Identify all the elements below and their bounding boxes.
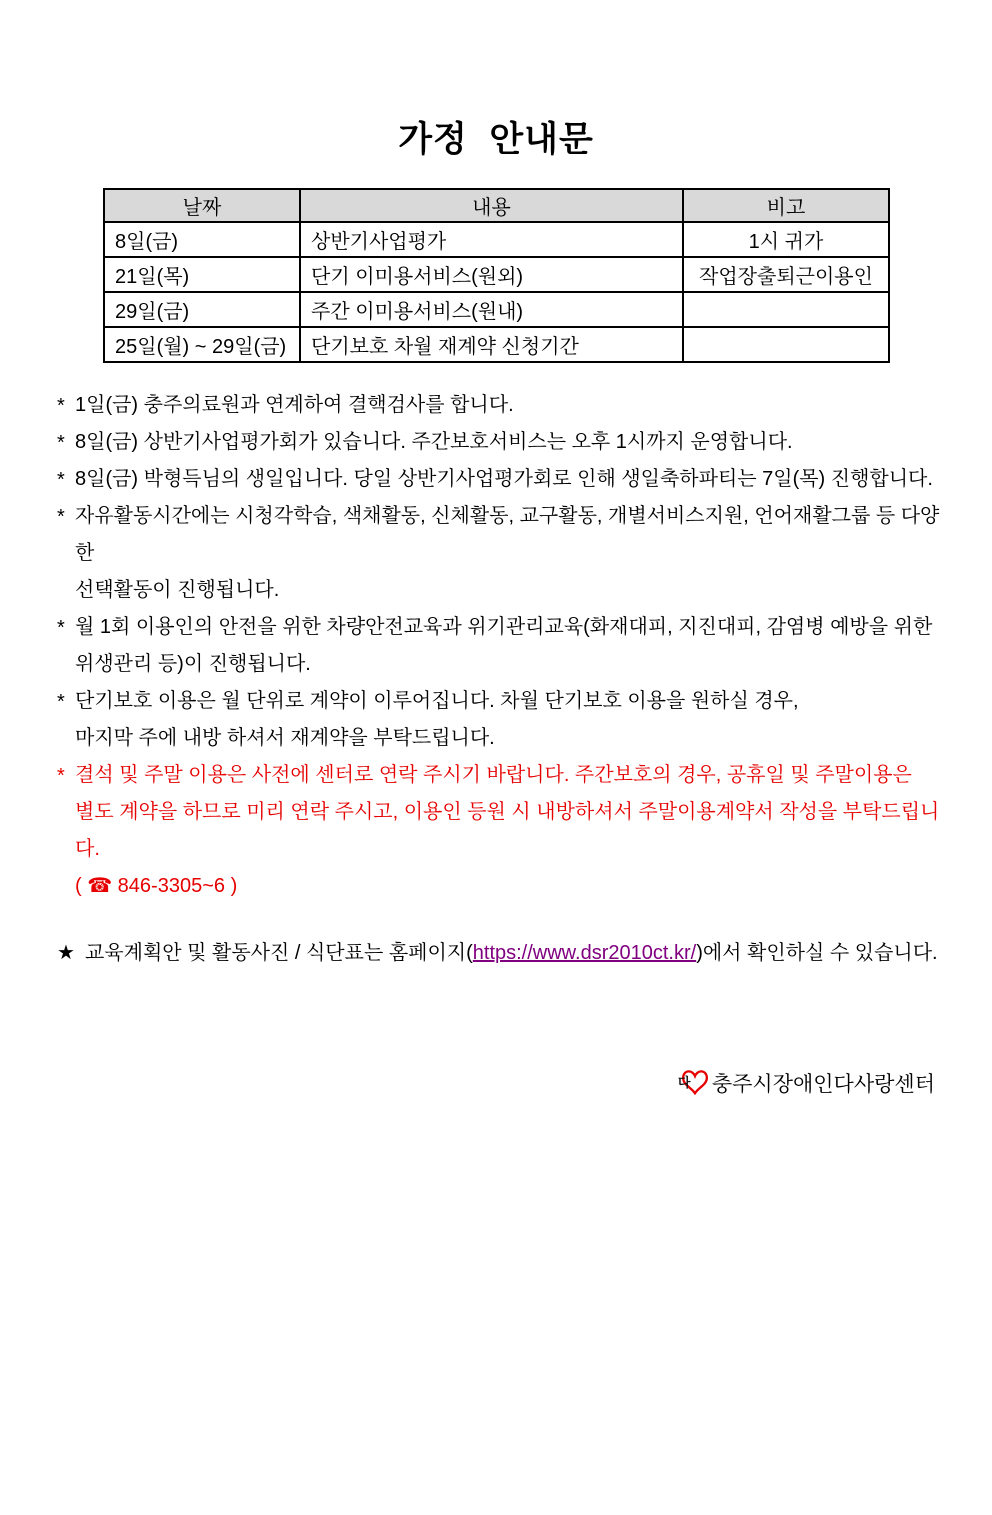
header-date: 날짜 xyxy=(104,189,300,222)
cell-content: 단기 이미용서비스(원외) xyxy=(300,257,683,292)
table-row xyxy=(104,222,889,257)
notice-line: 단기보호 이용은 월 단위로 계약이 이루어집니다. 차월 단기보호 이용을 원하실 경우, xyxy=(75,690,799,712)
notice-line: 8일(금) 박형득님의 생일입니다. 당일 상반기사업평가회로 인해 생일축하파티는 7일(목) 진행합니다. xyxy=(75,468,933,490)
schedule-table-body xyxy=(104,222,889,362)
cell-note: 작업장출퇴근이용인 xyxy=(683,257,889,292)
cell-content: 단기보호 차월 재계약 신청기간 xyxy=(300,327,683,362)
asterisk-marker: * xyxy=(57,506,65,528)
homepage-prefix: 교육계획안 및 활동사진 / 식단표는 홈페이지( xyxy=(85,942,473,964)
asterisk-marker: * xyxy=(57,432,65,454)
notice-line: 선택활동이 진행됩니다. xyxy=(75,579,280,601)
cell-note: 1시 귀가 xyxy=(683,222,889,257)
cell-content: 상반기사업평가 xyxy=(300,222,683,257)
org-name: 충주시장애인다사랑센터 xyxy=(711,1073,935,1096)
cell-date: 29일(금) xyxy=(104,292,300,327)
notice-item xyxy=(57,757,940,905)
cell-note xyxy=(683,292,889,327)
header-content: 내용 xyxy=(300,189,683,222)
notice-line: 월 1회 이용인의 안전을 위한 차량안전교육과 위기관리교육(화재대피, 지진대피, 감염병 예방을 위한 xyxy=(75,616,933,638)
homepage-note xyxy=(57,935,940,972)
notice-item xyxy=(57,498,940,609)
asterisk-marker: * xyxy=(57,617,65,639)
notice-item xyxy=(57,424,940,461)
table-row xyxy=(104,292,889,327)
schedule-table-head xyxy=(104,189,889,222)
notice-line: 위생관리 등)이 진행됩니다. xyxy=(75,653,311,675)
star-marker: ★ xyxy=(57,942,75,964)
notice-item xyxy=(57,609,940,683)
table-header-row xyxy=(104,189,889,222)
homepage-link[interactable]: https://www.dsr2010ct.kr/ xyxy=(472,942,697,964)
table-row xyxy=(104,327,889,362)
notice-lines xyxy=(75,387,940,424)
asterisk-marker: * xyxy=(57,469,65,491)
notice-line: 결석 및 주말 이용은 사전에 센터로 연락 주시기 바랍니다. 주간보호의 경우, 공휴일 및 주말이용은 xyxy=(75,764,912,786)
notice-line: 마지막 주에 내방 하셔서 재계약을 부탁드립니다. xyxy=(75,727,495,749)
notice-lines xyxy=(75,424,940,461)
page-title: 가정 안내문 xyxy=(398,120,594,159)
cell-date: 21일(목) xyxy=(104,257,300,292)
cell-date: 8일(금) xyxy=(104,222,300,257)
cell-date: 25일(월) ~ 29일(금) xyxy=(104,327,300,362)
notice-page xyxy=(0,112,992,1515)
footer xyxy=(0,1068,935,1098)
asterisk-marker: * xyxy=(57,691,65,713)
schedule-table xyxy=(103,188,890,363)
notice-line: 별도 계약을 하므로 미리 연락 주시고, 이용인 등원 시 내방하셔서 주말이용계약서 작성을 부탁드립니다. xyxy=(75,801,940,860)
notice-line: 자유활동시간에는 시청각학습, 색채활동, 신체활동, 교구활동, 개별서비스지원, 언어재활그룹 등 다양한 xyxy=(75,505,940,564)
asterisk-marker: * xyxy=(57,395,65,417)
notice-list xyxy=(57,387,940,905)
cell-note xyxy=(683,327,889,362)
notice-lines xyxy=(75,461,940,498)
notice-item xyxy=(57,461,940,498)
notice-item xyxy=(57,683,940,757)
notice-line: 8일(금) 상반기사업평가회가 있습니다. 주간보호서비스는 오후 1시까지 운영합니다. xyxy=(75,431,793,453)
notice-lines xyxy=(75,609,940,683)
notice-lines xyxy=(75,498,940,609)
asterisk-marker: * xyxy=(57,765,65,787)
logo-char: 다 xyxy=(677,1075,691,1090)
homepage-suffix: )에서 확인하실 수 있습니다. xyxy=(696,942,938,964)
center-logo xyxy=(678,1068,710,1098)
notice-line: 1일(금) 충주의료원과 연계하여 결핵검사를 합니다. xyxy=(75,394,514,416)
notice-line: ( ☎ 846-3305~6 ) xyxy=(75,875,238,897)
notice-lines xyxy=(75,757,940,905)
table-row xyxy=(104,257,889,292)
header-note: 비고 xyxy=(683,189,889,222)
cell-content: 주간 이미용서비스(원내) xyxy=(300,292,683,327)
notice-lines xyxy=(75,683,940,757)
notice-item xyxy=(57,387,940,424)
